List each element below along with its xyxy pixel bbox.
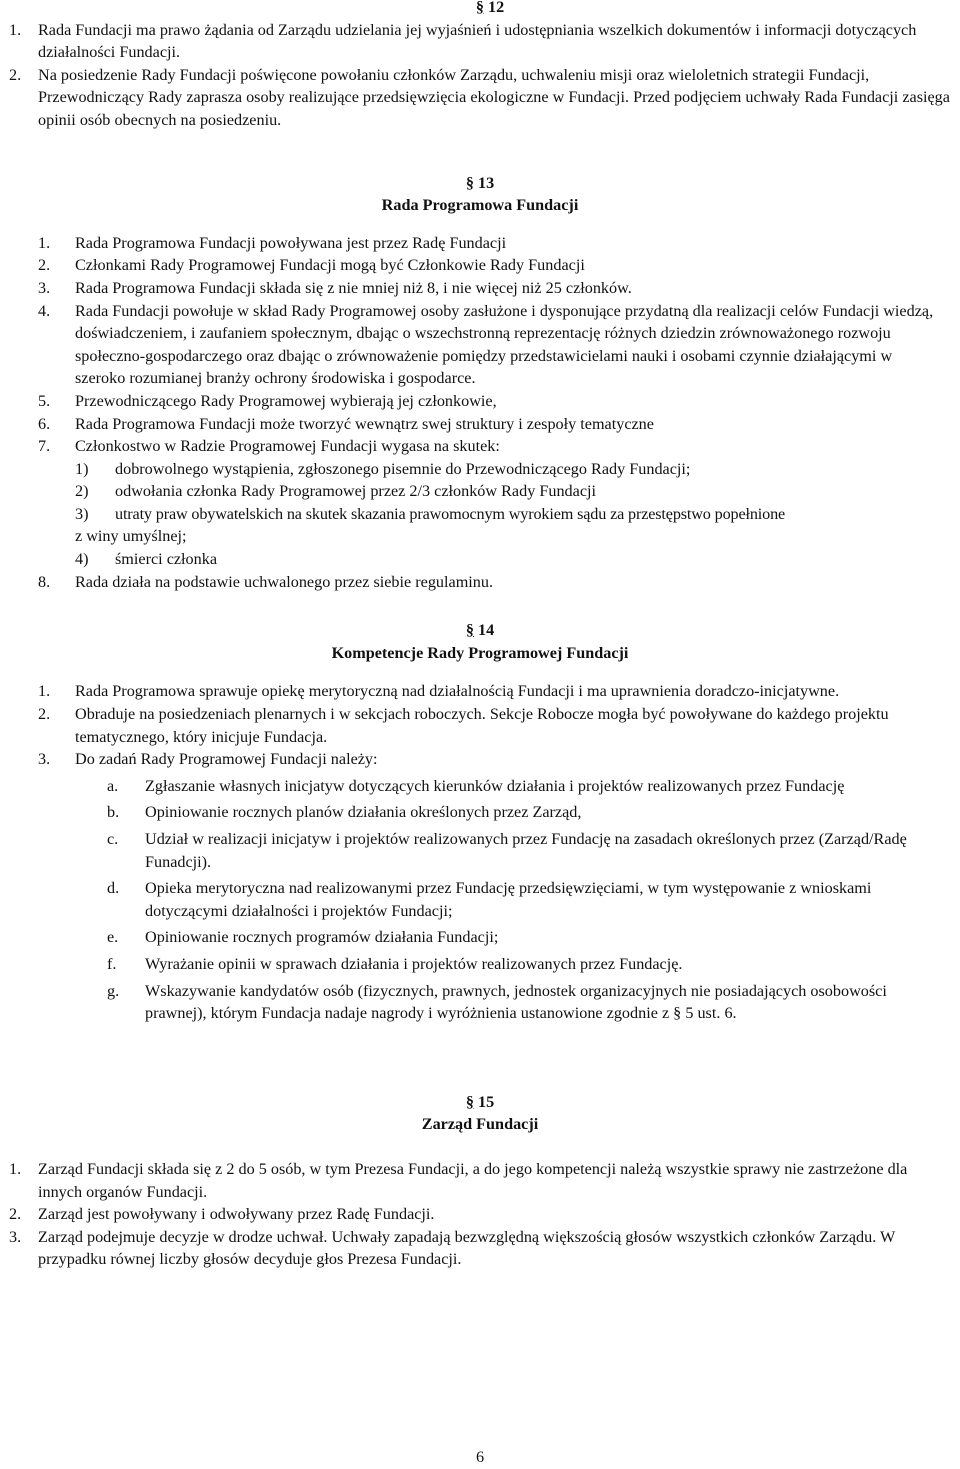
item-text: Rada Programowa sprawuje opiekę merytoryczną nad działalnością Fundacji i ma uprawnienia doradczo-inicjatywne. xyxy=(75,682,840,701)
sub-item-number: 2) xyxy=(75,482,89,501)
section-number: 12 xyxy=(487,0,505,16)
list-item xyxy=(0,413,960,436)
alpha-item-letter: g. xyxy=(107,981,120,1000)
item-number: 1. xyxy=(38,682,51,701)
list-item xyxy=(0,1203,960,1226)
item-number: 3. xyxy=(38,278,51,297)
paragraph-sign: § xyxy=(465,173,474,192)
section-heading-12 xyxy=(0,0,960,19)
section-heading-15 xyxy=(0,1091,960,1114)
alpha-item-letter: f. xyxy=(107,954,117,973)
item-number: 3. xyxy=(9,1227,22,1246)
alpha-item-text: Udział w realizacji inicjatyw i projektów realizowanych przez Fundację na zasadach określonych przez (Zarząd/Radę Funadcji). xyxy=(145,830,907,871)
alpha-item-text: Wyrażanie opinii w sprawach działania i projektów realizowanych przez Fundację. xyxy=(145,954,683,973)
item-text: Rada Programowa Fundacji może tworzyć wewnątrz swej struktury i zespoły tematyczne xyxy=(75,414,654,433)
sub-list-item xyxy=(0,458,960,481)
alpha-item-text: Opieka merytoryczna nad realizowanymi przez Fundację przedsięwzięciami, w tym występowanie z wnioskami dotyczącymi działalności i projektów Fundacji; xyxy=(145,879,872,920)
list-item xyxy=(0,1158,960,1203)
list-item xyxy=(0,571,960,594)
alpha-list-item xyxy=(0,801,960,824)
list-item xyxy=(0,277,960,300)
item-text: Rada Fundacji powołuje w skład Rady Programowej osoby zasłużone i dysponujące przydatną dla realizacji celów Fundacji wiedzą, doświadczeniem, i zaufaniem społecznym, dbając o wszechstronną reprezentację różnych dziedzin zrównoważonego rozwoju społeczno-gospodarczego oraz dbając o zrównoważenie pomiędzy przedstawicielami nauki i osobami czynnie działającymi w szeroko rozumianej branży ochrony środowiska i gospodarce. xyxy=(75,301,934,388)
list-item xyxy=(0,64,960,132)
alpha-item-letter: a. xyxy=(107,776,119,795)
section-number: 14 xyxy=(477,621,495,640)
alpha-item-text: Opiniowanie rocznych programów działania Fundacji; xyxy=(145,928,499,947)
list-item xyxy=(0,680,960,703)
item-text: Członkostwo w Radzie Programowej Fundacji wygasa na skutek: xyxy=(75,437,500,456)
item-text: Zarząd podejmuje decyzje w drodze uchwał. Uchwały zapadają bezwzględną większością głosów wszystkich członków Zarządu. W przypadku równej liczby głosów decyduje głos Prezesa Fundacji. xyxy=(38,1227,895,1269)
alpha-item-letter: e. xyxy=(107,928,119,947)
list-item xyxy=(0,254,960,277)
item-number: 4. xyxy=(38,301,51,320)
section-heading-14 xyxy=(0,619,960,642)
sub-item-text: śmierci członka xyxy=(115,550,218,569)
item-number: 1. xyxy=(9,20,22,39)
list-item xyxy=(0,435,960,458)
section-number: 15 xyxy=(477,1092,495,1111)
section-title: Zarząd Fundacji xyxy=(421,1115,539,1134)
list-item xyxy=(0,703,960,748)
item-number: 6. xyxy=(38,414,51,433)
alpha-list-item xyxy=(0,877,960,922)
item-text: Rada Fundacji ma prawo żądania od Zarządu udzielania jej wyjaśnień i udostępniania wszelkich dokumentów i informacji dotyczących działalności Fundacji. xyxy=(38,20,917,62)
sub-item-number: 4) xyxy=(75,550,89,569)
sub-item-text: dobrowolnego wystąpienia, zgłoszonego pisemnie do Przewodniczącego Rady Fundacji; xyxy=(115,459,691,478)
sub-item-text: odwołania członka Rady Programowej przez 2/3 członków Rady Fundacji xyxy=(115,482,596,501)
item-text: Zarząd jest powoływany i odwoływany przez Radę Fundacji. xyxy=(38,1205,435,1224)
item-number: 1. xyxy=(9,1159,22,1178)
list-item xyxy=(0,232,960,255)
item-number: 8. xyxy=(38,572,51,591)
alpha-list-item xyxy=(0,828,960,873)
item-text: Do zadań Rady Programowej Fundacji należy: xyxy=(75,750,378,769)
item-number: 2. xyxy=(38,256,51,275)
item-number: 2. xyxy=(9,65,22,84)
alpha-list-item xyxy=(0,926,960,949)
item-number: 3. xyxy=(38,750,51,769)
alpha-item-text: Wskazywanie kandydatów osób (fizycznych, prawnych, jednostek organizacyjnych nie posiadających osobowości prawnej), którym Fundacja nadaje nagrody i wyróżnienia ustanowione zgodnie z § 5 ust. 6. xyxy=(145,981,887,1023)
item-text: Członkami Rady Programowej Fundacji mogą być Członkowie Rady Fundacji xyxy=(75,256,585,275)
alpha-list-item xyxy=(0,775,960,798)
sub-item-text: utraty praw obywatelskich na skutek skazania prawomocnym wyrokiem sądu za przestępstwo popełnione xyxy=(115,504,786,523)
alpha-list-item xyxy=(0,953,960,976)
sub-list-item xyxy=(0,503,960,526)
list-item xyxy=(0,748,960,771)
alpha-item-text: Zgłaszanie własnych inicjatyw dotyczących kierunków działania i projektów realizowanych przez Fundację xyxy=(145,776,845,795)
item-text: Rada Programowa Fundacji powoływana jest przez Radę Fundacji xyxy=(75,233,507,252)
item-number: 2. xyxy=(9,1205,22,1224)
sub-item-text: z winy umyślnej; xyxy=(75,527,187,546)
section-number: 13 xyxy=(477,173,495,192)
paragraph-sign: § xyxy=(465,1092,474,1111)
item-text: Obraduje na posiedzeniach plenarnych i w sekcjach roboczych. Sekcje Robocze mogła być powoływane do każdego projektu tematycznego, który inicjuje Fundacja. xyxy=(75,705,889,746)
item-text: Na posiedzenie Rady Fundacji poświęcone powołaniu członków Zarządu, uchwaleniu misji oraz wieloletnich strategii Fundacji, Przewodniczący Rady zaprasza osoby realizujące przedsięwzięcia ekologiczne w Fundacji. Przed podjęciem uchwały Rada Fundacji zasięga opinii osób obecnych na posiedzeniu. xyxy=(38,65,950,129)
alpha-item-text: Opiniowanie rocznych planów działania określonych przez Zarząd, xyxy=(145,803,582,822)
alpha-list-item xyxy=(0,980,960,1025)
item-number: 7. xyxy=(38,437,51,456)
item-text: Rada Programowa Fundacji składa się z nie mniej niż 8, i nie więcej niż 25 członków. xyxy=(75,278,632,297)
sub-list-continuation xyxy=(0,525,960,548)
paragraph-sign: § xyxy=(475,0,484,16)
list-item xyxy=(0,19,960,64)
item-number: 1. xyxy=(38,233,51,252)
item-text: Zarząd Fundacji składa się z 2 do 5 osób, w tym Prezesa Fundacji, a do jego kompetencji należą wszystkie sprawy nie zastrzeżone dla innych organów Fundacji. xyxy=(38,1159,908,1201)
section-title: Kompetencje Rady Programowej Fundacji xyxy=(331,643,629,662)
item-text: Przewodniczącego Rady Programowej wybierają jej członkowie, xyxy=(75,391,497,410)
sub-list-item xyxy=(0,548,960,571)
page-number: 6 xyxy=(475,1448,485,1466)
item-text: Rada działa na podstawie uchwalonego przez siebie regulaminu. xyxy=(75,572,494,591)
section-title: Rada Programowa Fundacji xyxy=(381,196,579,215)
list-item xyxy=(0,300,960,390)
alpha-item-letter: b. xyxy=(107,803,120,822)
sub-item-number: 1) xyxy=(75,459,89,478)
alpha-item-letter: c. xyxy=(107,830,119,848)
list-item xyxy=(0,1226,960,1271)
paragraph-sign: § xyxy=(465,621,474,640)
item-number: 5. xyxy=(38,391,51,410)
sub-list-item xyxy=(0,480,960,503)
list-item xyxy=(0,390,960,413)
section-heading-13 xyxy=(0,172,960,195)
alpha-item-letter: d. xyxy=(107,879,120,898)
item-number: 2. xyxy=(38,705,51,724)
sub-item-number: 3) xyxy=(75,504,89,523)
